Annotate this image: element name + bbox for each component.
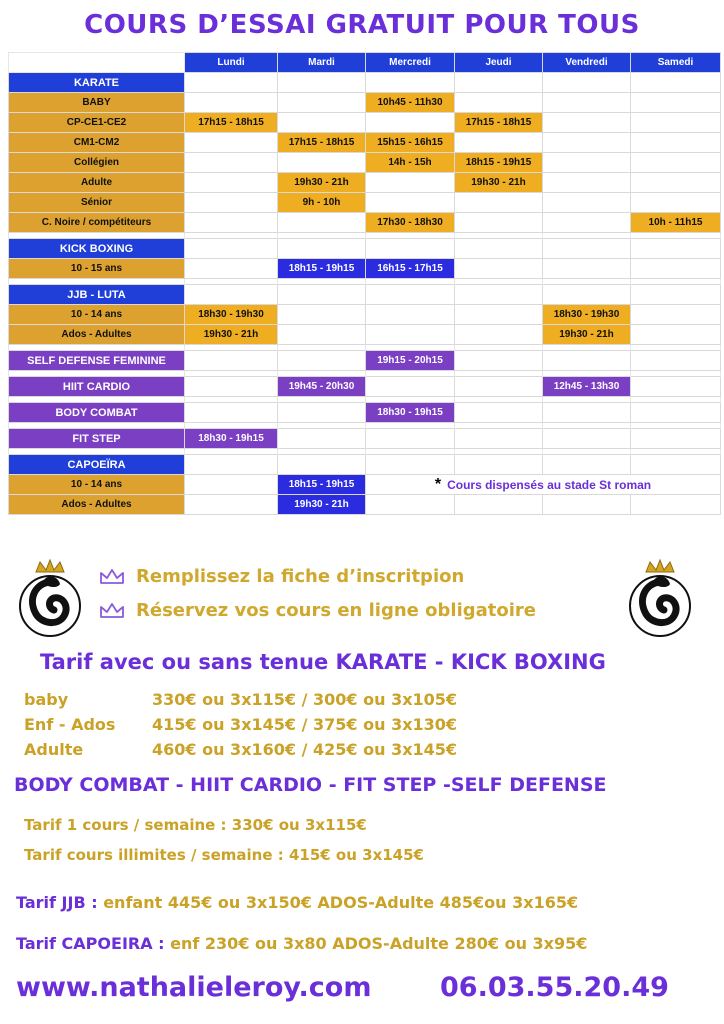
empty-cell <box>543 93 631 113</box>
day-header: Vendredi <box>543 53 631 73</box>
empty-cell <box>631 93 721 113</box>
empty-cell <box>185 93 278 113</box>
schedule-row <box>9 475 721 495</box>
empty-cell <box>366 113 455 133</box>
empty-cell <box>366 495 455 515</box>
empty-cell <box>278 285 366 305</box>
time-slot: 17h15 - 18h15 <box>185 113 278 133</box>
empty-cell <box>631 403 721 423</box>
empty-cell <box>455 455 543 475</box>
empty-cell <box>185 173 278 193</box>
tarif-capoeira-value: enf 230€ ou 3x80 ADOS-Adulte 280€ ou 3x95€ <box>170 934 588 953</box>
day-header: Mardi <box>278 53 366 73</box>
empty-cell <box>543 351 631 371</box>
empty-cell <box>543 429 631 449</box>
empty-cell <box>185 285 278 305</box>
row-label: 10 - 15 ans <box>9 259 185 279</box>
cobra-logo-right <box>624 558 696 638</box>
section-label: JJB - LUTA <box>9 285 185 305</box>
empty-cell <box>631 133 721 153</box>
empty-cell <box>455 133 543 153</box>
inscription-line-1 <box>98 566 464 587</box>
time-slot: 19h30 - 21h <box>185 325 278 345</box>
empty-cell <box>366 193 455 213</box>
crown-icon <box>98 602 126 620</box>
empty-cell <box>366 73 455 93</box>
empty-cell <box>366 305 455 325</box>
time-slot: 17h30 - 18h30 <box>366 213 455 233</box>
empty-cell <box>631 285 721 305</box>
empty-cell <box>185 153 278 173</box>
section-row <box>9 403 721 423</box>
tarif-row-label: Enf - Ados <box>24 715 116 734</box>
section-label: SELF DEFENSE FEMININE <box>9 351 185 371</box>
tarif-row-price: 460€ ou 3x160€ / 425€ ou 3x145€ <box>152 740 458 759</box>
empty-cell <box>455 193 543 213</box>
schedule-row <box>9 213 721 233</box>
empty-cell <box>631 259 721 279</box>
schedule-row <box>9 153 721 173</box>
empty-cell <box>455 429 543 449</box>
empty-cell <box>455 403 543 423</box>
empty-cell <box>278 239 366 259</box>
time-slot: 18h30 - 19h30 <box>543 305 631 325</box>
section-row <box>9 285 721 305</box>
empty-cell <box>455 351 543 371</box>
empty-cell <box>455 495 543 515</box>
inscription-line-2 <box>98 600 536 621</box>
section-label: FIT STEP <box>9 429 185 449</box>
time-slot: 19h30 - 21h <box>543 325 631 345</box>
schedule-row <box>9 305 721 325</box>
day-header: Samedi <box>631 53 721 73</box>
empty-cell <box>631 377 721 397</box>
empty-cell <box>278 113 366 133</box>
time-slot: 19h15 - 20h15 <box>366 351 455 371</box>
time-slot: 18h30 - 19h30 <box>185 305 278 325</box>
empty-cell <box>278 429 366 449</box>
tarif-fitness-heading: BODY COMBAT - HIIT CARDIO - FIT STEP -SELF DEFENSE <box>14 774 607 796</box>
note-star: * <box>434 475 442 493</box>
time-slot: 14h - 15h <box>366 153 455 173</box>
empty-cell <box>543 403 631 423</box>
section-label: BODY COMBAT <box>9 403 185 423</box>
row-label: Ados - Adultes <box>9 325 185 345</box>
empty-cell <box>631 153 721 173</box>
row-label: C. Noire / compétiteurs <box>9 213 185 233</box>
empty-cell <box>278 325 366 345</box>
time-slot: 9h - 10h <box>278 193 366 213</box>
time-slot: 18h15 - 19h15 <box>455 153 543 173</box>
section-row <box>9 351 721 371</box>
empty-cell <box>278 455 366 475</box>
empty-cell <box>631 193 721 213</box>
empty-cell <box>185 377 278 397</box>
section-row <box>9 239 721 259</box>
empty-cell <box>543 73 631 93</box>
empty-cell <box>278 351 366 371</box>
empty-cell <box>543 495 631 515</box>
empty-cell <box>278 93 366 113</box>
tarif-jjb <box>16 893 578 912</box>
empty-cell <box>631 495 721 515</box>
schedule-row <box>9 113 721 133</box>
empty-cell <box>543 213 631 233</box>
empty-cell <box>185 193 278 213</box>
section-row <box>9 73 721 93</box>
empty-cell <box>543 193 631 213</box>
tarif-row-label: baby <box>24 690 69 709</box>
time-slot: 12h45 - 13h30 <box>543 377 631 397</box>
empty-cell <box>366 325 455 345</box>
tarif-row-price: 330€ ou 3x115€ / 300€ ou 3x105€ <box>152 690 458 709</box>
row-label: Sénior <box>9 193 185 213</box>
note-text: Cours dispensés au stade St roman <box>447 477 652 492</box>
section-label: KARATE <box>9 73 185 93</box>
schedule-row <box>9 325 721 345</box>
empty-cell <box>185 351 278 371</box>
time-slot: 17h15 - 18h15 <box>455 113 543 133</box>
empty-cell <box>455 259 543 279</box>
empty-cell <box>543 285 631 305</box>
row-label: Collégien <box>9 153 185 173</box>
tarif-fitness-line-2: Tarif cours illimites / semaine : 415€ ou 3x145€ <box>24 846 424 864</box>
time-slot: 18h30 - 19h15 <box>366 403 455 423</box>
schedule-row <box>9 173 721 193</box>
empty-cell <box>631 73 721 93</box>
section-row <box>9 455 721 475</box>
time-slot: 10h45 - 11h30 <box>366 93 455 113</box>
section-label: HIIT CARDIO <box>9 377 185 397</box>
time-slot: 19h30 - 21h <box>278 173 366 193</box>
section-row <box>9 377 721 397</box>
section-label: CAPOEÏRA <box>9 455 185 475</box>
schedule-row <box>9 193 721 213</box>
empty-cell <box>631 113 721 133</box>
row-label: Adulte <box>9 173 185 193</box>
empty-cell <box>185 455 278 475</box>
cobra-logo-left <box>14 558 86 638</box>
empty-cell <box>278 213 366 233</box>
empty-cell <box>185 495 278 515</box>
row-label: 10 - 14 ans <box>9 305 185 325</box>
inscription-text-2: Réservez vos cours en ligne obligatoire <box>136 600 536 621</box>
website-link[interactable]: www.nathalieleroy.com <box>16 972 372 1003</box>
time-slot: 15h15 - 16h15 <box>366 133 455 153</box>
empty-cell <box>631 239 721 259</box>
tarif-karate-heading: Tarif avec ou sans tenue KARATE - KICK BOXING <box>40 650 606 674</box>
empty-cell <box>366 239 455 259</box>
tarif-jjb-label: Tarif JJB : <box>16 893 98 912</box>
empty-cell <box>366 377 455 397</box>
tarif-row-price: 415€ ou 3x145€ / 375€ ou 3x130€ <box>152 715 458 734</box>
empty-cell <box>455 325 543 345</box>
schedule-row <box>9 495 721 515</box>
inscription-text-1: Remplissez la fiche d’inscritpion <box>136 566 465 587</box>
empty-cell <box>185 213 278 233</box>
crown-icon <box>98 568 126 586</box>
row-label: BABY <box>9 93 185 113</box>
empty-cell <box>543 239 631 259</box>
empty-cell <box>366 429 455 449</box>
tarif-capoeira-label: Tarif CAPOEIRA : <box>16 934 165 953</box>
empty-cell <box>543 133 631 153</box>
row-label: Ados - Adultes <box>9 495 185 515</box>
empty-cell <box>543 153 631 173</box>
empty-cell <box>631 351 721 371</box>
empty-cell <box>185 475 278 495</box>
empty-cell <box>185 259 278 279</box>
page-title: COURS D’ESSAI GRATUIT POUR TOUS <box>84 10 640 40</box>
empty-cell <box>631 325 721 345</box>
empty-cell <box>185 73 278 93</box>
time-slot: 10h - 11h15 <box>631 213 721 233</box>
empty-cell <box>631 173 721 193</box>
row-label: CP-CE1-CE2 <box>9 113 185 133</box>
schedule-table <box>8 52 721 515</box>
time-slot: 16h15 - 17h15 <box>366 259 455 279</box>
day-header: Mercredi <box>366 53 455 73</box>
empty-cell <box>366 173 455 193</box>
empty-cell <box>455 73 543 93</box>
empty-cell <box>455 285 543 305</box>
empty-cell <box>185 403 278 423</box>
empty-cell <box>185 133 278 153</box>
empty-cell <box>278 153 366 173</box>
section-row <box>9 429 721 449</box>
empty-cell <box>366 285 455 305</box>
time-slot: 19h30 - 21h <box>455 173 543 193</box>
empty-cell <box>185 239 278 259</box>
row-label: CM1-CM2 <box>9 133 185 153</box>
tarif-jjb-value: enfant 445€ ou 3x150€ ADOS-Adulte 485€ou 3x165€ <box>103 893 579 912</box>
empty-cell <box>455 213 543 233</box>
empty-cell <box>455 239 543 259</box>
empty-cell <box>631 455 721 475</box>
empty-cell <box>278 73 366 93</box>
schedule-row <box>9 93 721 113</box>
empty-cell <box>543 173 631 193</box>
empty-cell <box>455 305 543 325</box>
time-slot: 19h30 - 21h <box>278 495 366 515</box>
section-label: KICK BOXING <box>9 239 185 259</box>
day-header: Jeudi <box>455 53 543 73</box>
tarif-capoeira <box>16 934 587 953</box>
empty-cell <box>631 429 721 449</box>
tarif-fitness-line-1: Tarif 1 cours / semaine : 330€ ou 3x115€ <box>24 816 367 834</box>
empty-cell <box>278 305 366 325</box>
row-label: 10 - 14 ans <box>9 475 185 495</box>
day-header: Lundi <box>185 53 278 73</box>
empty-cell <box>455 377 543 397</box>
header-corner <box>9 53 185 73</box>
empty-cell <box>543 455 631 475</box>
empty-cell <box>366 455 455 475</box>
empty-cell <box>631 305 721 325</box>
empty-cell <box>455 93 543 113</box>
schedule-row <box>9 133 721 153</box>
empty-cell <box>543 113 631 133</box>
phone-number[interactable]: 06.03.55.20.49 <box>440 972 669 1003</box>
time-slot: 19h45 - 20h30 <box>278 377 366 397</box>
schedule-row <box>9 259 721 279</box>
empty-cell <box>278 403 366 423</box>
time-slot: 18h15 - 19h15 <box>278 259 366 279</box>
time-slot: 17h15 - 18h15 <box>278 133 366 153</box>
capoeira-note <box>366 475 721 495</box>
tarif-row-label: Adulte <box>24 740 84 759</box>
empty-cell <box>543 259 631 279</box>
schedule-header-row <box>9 53 721 73</box>
time-slot: 18h30 - 19h15 <box>185 429 278 449</box>
time-slot: 18h15 - 19h15 <box>278 475 366 495</box>
